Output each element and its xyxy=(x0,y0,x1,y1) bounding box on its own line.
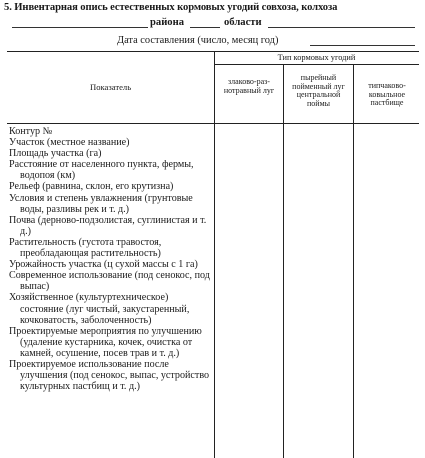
indicator-column-header: Показатель xyxy=(90,82,132,92)
column-header-floodplain: пырейный пойменный луг центральной поймы xyxy=(292,73,345,108)
compilation-date-label: Дата составления (число, месяц год) xyxy=(117,35,279,46)
compilation-date-blank xyxy=(310,45,415,46)
column-divider-1 xyxy=(283,64,284,458)
row-yield: Урожайность участка (ц сухой массы с 1 га) xyxy=(9,259,198,271)
column-header-pasture: типчаково-ковыльное пастбище xyxy=(368,81,406,108)
row-moisture: Условия и степень увлажнения (грунтовые воды, разливы рек и т. д.) xyxy=(9,192,196,215)
row-plot-name: Участок (местное название) xyxy=(9,137,130,149)
table-top-rule xyxy=(7,51,419,52)
row-plot-area: Площадь участка (га) xyxy=(9,148,102,160)
district-blank xyxy=(190,27,220,28)
row-vegetation: Растительность (густота травостоя, преобладающая растительность) xyxy=(9,236,164,260)
indicator-column-divider xyxy=(214,51,215,458)
region-label: области xyxy=(224,17,262,28)
form-title: 5. Инвентарная опись естественных кормовых угодий совхоза, колхоза xyxy=(4,2,338,13)
district-label: района xyxy=(150,17,184,28)
row-soil: Почва (дерново-подзолистая, суглинистая и т. д.) xyxy=(9,214,209,237)
row-relief: Рельеф (равнина, склон, его крутизна) xyxy=(9,181,174,193)
fodder-type-group-header: Тип кормовых угодий xyxy=(277,53,356,62)
row-distance: Расстояние от населенного пункта, фермы, водопоя (км) xyxy=(9,159,197,182)
group-header-rule xyxy=(214,64,419,65)
region-blank xyxy=(268,27,415,28)
row-condition: Хозяйственное (культуртехническое) состояние (луг чистый, закустаренный, кочковатость, заболоченность) xyxy=(9,292,192,326)
indicator-list xyxy=(9,126,214,392)
row-planned-measures: Проектируемые мероприятия по улучшению (удаление кустарника, кочек, очистка от камней, осушение, посев трав и т. д.) xyxy=(9,325,205,359)
column-header-meadow: злаково-разнотравный луг xyxy=(223,77,275,95)
row-planned-use: Проектируемое использование после улучшения (под сенокос, выпас, устройство культурных пастбищ и т. д.) xyxy=(9,358,212,393)
row-contour: Контур № xyxy=(9,126,53,137)
table-header-bottom-rule xyxy=(7,123,419,124)
row-current-use: Современное использование (под сенокос, под выпас) xyxy=(9,270,213,293)
farm-name-blank xyxy=(12,27,148,28)
column-divider-2 xyxy=(353,64,354,458)
